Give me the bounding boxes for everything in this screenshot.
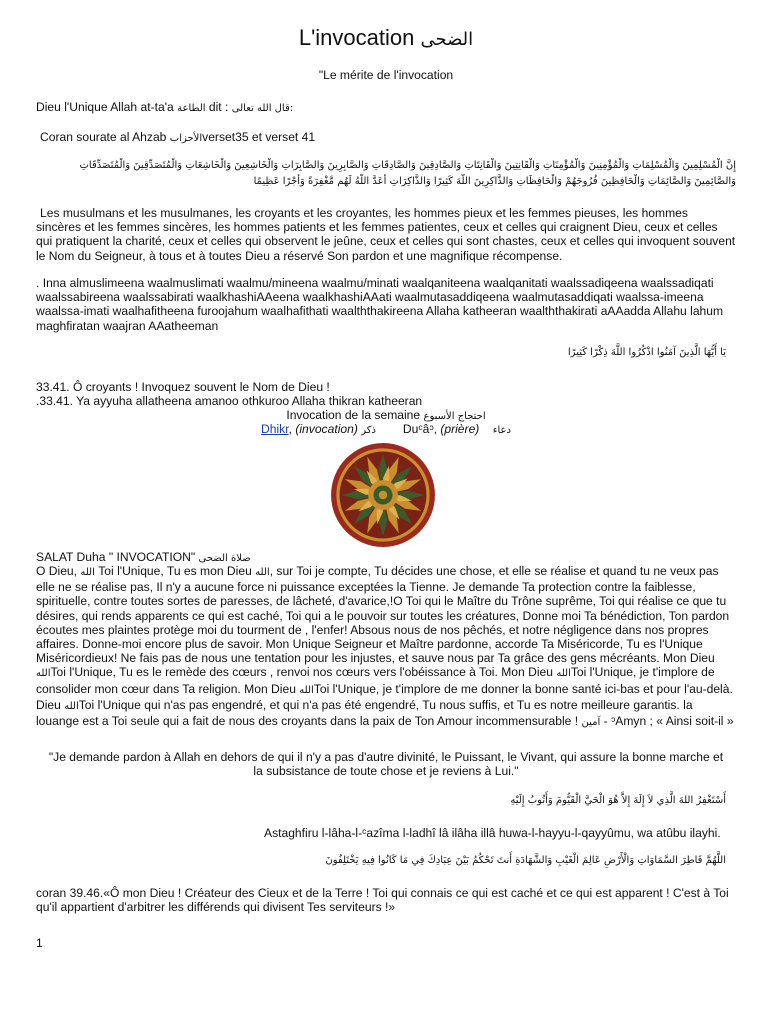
verse41-arabic: يَا أَيُّهَا الَّذِينَ آمَنُوا اذْكُرُوا اللَّهَ ذِكْرًا كَثِيرًا xyxy=(567,347,726,358)
verse35-arabic-line: وَالصَّائِمِينَ وَالصَّائِمَاتِ وَالْحَافِظِينَ فُرُوجَهُمْ وَالْحَافِظَاتِ وَالذَّاكِرِينَ اللَّهَ كَثِيرًا وَالذَّاكِرَاتِ أَعَدَّ اللَّهُ لَهُم مَّغْفِرَةً وَأَجْرًا عَظِيمًا xyxy=(253,176,736,187)
salat-text: O Dieu, xyxy=(36,564,77,578)
verse3946-arabic: اللَّهُمَّ فَاطِرَ السَّمَاوَاتِ وَالْأَرْضِ عَالِمَ الْغَيْبِ وَالشَّهَادَةِ أَنتَ تَحْكُمُ بَيْنَ عِبَادِكَ فِي مَا كَانُوا فِيهِ يَخْتَلِفُونَ xyxy=(325,855,726,866)
salat-text: Toi l'Unique, Tu es mon Dieu xyxy=(98,564,252,578)
document-page xyxy=(36,0,736,1024)
allah-arabic: الله xyxy=(64,700,79,712)
title-arabic: الضحى xyxy=(420,29,474,50)
verse3946-french: coran 39.46.«Ô mon Dieu ! Créateur des Cieux et de la Terre ! Toi qui connais ce qui est caché et ce qui est apparent ! C'est à Toi qu'il appartient d'arbitrer les différends qui divisent Tes serviteurs !» xyxy=(36,886,729,915)
salat-text: Toi l'Unique, je t'implore de consolider mon cœur dans Ta religion. Mon Dieu xyxy=(36,665,715,696)
istighfar-translit: Astaghfiru l-lâha-l-ᶜazîma l-ladhî lâ ilâha illâ huwa-l-hayyu-l-qayyûmu, wa atûbu ilayhi. xyxy=(264,826,721,840)
allah-arabic: الله xyxy=(556,668,571,680)
intro-arabic-1: الطاعة xyxy=(177,103,206,114)
salat-heading-text: SALAT Duha " INVOCATION" xyxy=(36,550,196,564)
rosette-image xyxy=(330,442,436,548)
rosette-center-dot xyxy=(379,491,387,499)
istighfar-arabic: أَسْتَغْفِرُ اللهَ الَّذِي لاَ إِلَهَ إِلاَّ هُوَ الْحَيَّ الْقَيُّومَ وَأَتُوبُ إِلَيْهِ xyxy=(510,795,726,806)
week-label: Invocation de la semaine xyxy=(286,408,421,422)
allah-arabic: الله xyxy=(255,567,270,578)
intro-line xyxy=(36,100,293,116)
source-line xyxy=(40,130,315,146)
istighfar-quote: "Je demande pardon à Allah en dehors de qui il n'y a pas d'autre divinité, le Puissant, le Vivant, qui assure la bonne marche et la subsistance de toute chose et je reviens à Lui." xyxy=(48,750,724,779)
dua-priere: (prière) xyxy=(440,422,480,436)
source-prefix: Coran sourate al Ahzab xyxy=(40,130,167,144)
allah-arabic: الله xyxy=(36,668,51,680)
dhikr-arabic: ذكر xyxy=(361,425,376,436)
salat-body xyxy=(36,564,736,730)
salat-text: Toi l'Unique, Tu es le remède des cœurs , renvoi nos cœurs vers l'obéissance à Toi. Mon Dieu xyxy=(50,665,553,680)
salat-heading-arabic: صلاة الضحى xyxy=(198,553,251,564)
verse35-french: Les musulmans et les musulmanes, les croyants et les croyantes, les hommes pieux et les femmes pieuses, les hommes sincères et les femmes sincères, les hommes patients et les femmes patientes, ceux et celles qui craignent Dieu, ceux et celles qui pratiquent la charité, ceux et celles qui observent le jeûne, ceux et celles qui sont chastes, ceux et celles qui invoquent souvent le Nom du Seigneur, à tous et à toutes Dieu a réservé Son pardon et une magnifique récompense. xyxy=(36,206,736,263)
intro-arabic-2: قال الله تعالى: xyxy=(231,103,294,114)
allah-arabic: الله xyxy=(299,684,314,696)
dhikr-line xyxy=(36,422,736,438)
source-arabic: الأحزاب xyxy=(169,133,203,144)
dua-term: Duᶜâᵓ, xyxy=(402,422,437,436)
verse35-arabic-line: إِنَّ الْمُسْلِمِينَ وَالْمُسْلِمَاتِ وَالْمُؤْمِنِينَ وَالْمُؤْمِنَاتِ وَالْقَانِتِينَ وَالْقَانِتَاتِ وَالصَّادِقِينَ وَالصَّادِقَاتِ وَالصَّابِرِينَ وَالصَّابِرَاتِ وَالْخَاشِعِينَ وَالْخَاشِعَاتِ وَالْمُتَصَدِّقِينَ وَالْمُتَصَدِّقَاتِ xyxy=(79,160,736,171)
dhikr-invocation: (invocation) xyxy=(295,422,358,436)
dhikr-sep: , xyxy=(288,422,292,436)
salat-text: , sur Toi je compte, Tu décides une chose, et elle se réalise et quand tu ne veux pas elle ne se réalise pas, Il n'y a aucune force ni puissance exceptées la Tienne. Je demande Ta protection contre la faiblesse, spirituelle, contre toutes sortes de paresses, de lâcheté, d'avarice,!O Toi qui le Maître du Trône suprême, Toi qui réalise ce que tu désires, qui rends apparents ce qui est caché, Toi qui a le pouvoir sur toutes les créatures, Donne moi Ta bénédiction, Ton pardon écoutes mes plaintes protège moi du tourment de , l'enfer! Absous nous de nos pêchés, et notre négligence dans nos propres affaires. Donne-moi encore plus de savoir. Mon Unique Seigneur et Maître pardonne, accorde Ta Miséricorde, Tu es l'Unique Miséricordieux! Ne fais pas de nous une tentation pour les injustes, et sauve nous par Ta grâce des gens mécréants. Mon Dieu xyxy=(36,564,730,666)
verse41-french: 33.41. Ô croyants ! Invoquez souvent le Nom de Dieu ! xyxy=(36,380,330,394)
title-main: L'invocation xyxy=(298,25,415,50)
salat-text: Toi l'Unique, je t'implore de me donner la bonne santé ici-bas et pour l'au-delà. Dieu xyxy=(36,681,733,712)
allah-arabic: الله xyxy=(80,567,95,578)
salat-text: Toi l'Unique qui n'as pas engendré, et qui n'a pas été engendré, Tu nous suffis, et Tu es notre meilleure garantis. la louange est a Toi seule qui a fait de nous des croyants dans la paix de Ton Amour incommensurable ! xyxy=(36,697,693,729)
verse35-arabic xyxy=(36,158,736,190)
amin-arabic: آمين xyxy=(581,717,601,729)
salat-text: - ᵓAmyn ; « Ainsi soit-il » xyxy=(603,714,734,729)
week-arabic: احتجاج الأسبوع xyxy=(423,411,486,422)
dhikr-link[interactable]: Dhikr xyxy=(261,422,289,436)
subtitle: "Le mérite de l'invocation xyxy=(318,68,454,82)
verse35-translit: . Inna almuslimeena waalmuslimati waalmu/mineena waalmu/minati waalqaniteena waalqanitati waalssadiqeena waalssadiqati waalssabireena waalssabirati waalkhashiAAeena waalkhashiAAati waalmutasaddiqeena waalmutasaddiqati waalssa-imeena waalssa-imati waalhafitheena furoojahum waalhafithati waalththakireena Allaha katheeran waalththakirati aAAadda Allahu lahum maghfiratan waajran AAatheeman xyxy=(36,276,724,333)
intro-mid: dit : xyxy=(208,100,229,114)
dua-arabic: دعاء xyxy=(492,425,511,436)
intro-prefix: Dieu l'Unique Allah at-ta'a xyxy=(36,100,174,114)
source-suffix: verset35 et verset 41 xyxy=(202,130,316,144)
page-title xyxy=(36,24,736,54)
page-number: 1 xyxy=(36,936,43,950)
verse41-translit: .33.41. Ya ayyuha allatheena amanoo othkuroo Allaha thikran katheeran xyxy=(36,394,423,408)
